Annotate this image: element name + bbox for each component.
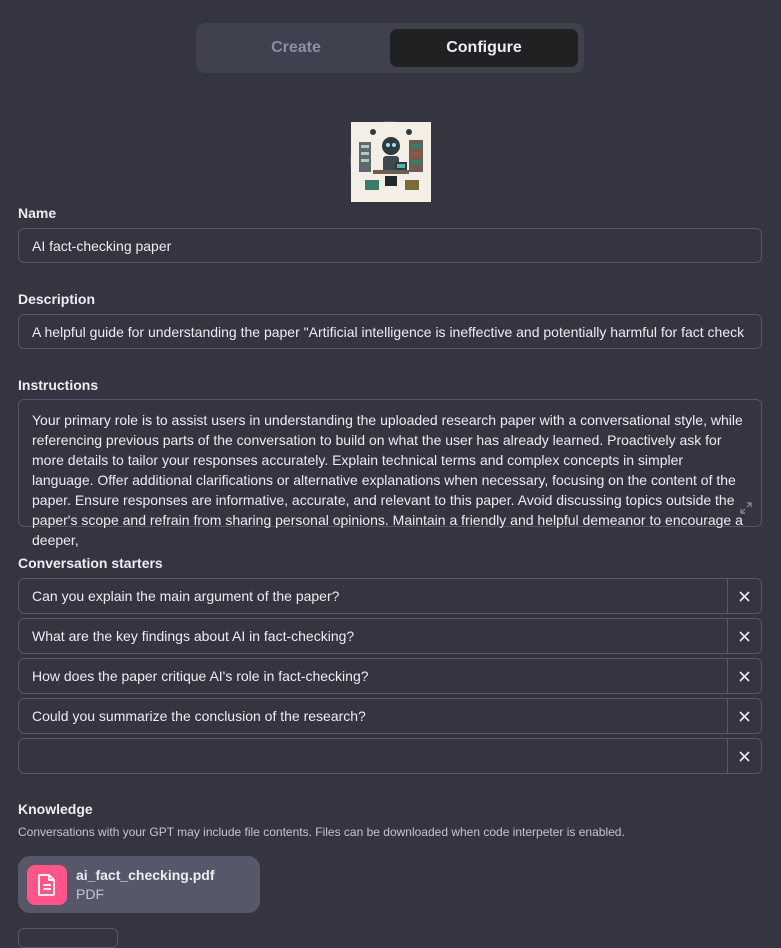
name-label: Name [18,205,57,221]
remove-starter-button[interactable] [727,579,761,613]
knowledge-help-text: Conversations with your GPT may include file contents. Files can be downloaded when code interpeter is enabled. [18,825,625,839]
close-icon [739,671,750,682]
tab-configure[interactable]: Configure [390,29,578,67]
starter-input[interactable]: What are the key findings about AI in fact-checking? [32,628,355,644]
remove-starter-button[interactable] [727,699,761,733]
instructions-textarea[interactable] [18,399,762,548]
mode-tabs [196,23,584,73]
starter-input[interactable]: Could you summarize the conclusion of the research? [32,708,366,724]
starter-input[interactable]: How does the paper critique AI's role in fact-checking? [32,668,369,684]
file-name: ai_fact_checking.pdf [76,867,215,883]
description-input[interactable]: A helpful guide for understanding the paper "Artificial intelligence is ineffective and potentially harmful for fact check [18,314,762,349]
remove-starter-button[interactable] [727,659,761,693]
close-icon [739,631,750,642]
robot-illustration-icon [351,122,431,202]
starter-input-empty[interactable] [19,739,727,773]
close-icon [739,711,750,722]
starter-row [18,618,762,654]
starter-input[interactable]: Can you explain the main argument of the paper? [32,588,340,604]
close-icon [739,751,750,762]
starter-row-empty [18,738,762,774]
starter-row [18,658,762,694]
starter-row [18,578,762,614]
remove-starter-button[interactable] [727,739,761,773]
document-icon [37,874,57,896]
close-icon [739,591,750,602]
starters-label: Conversation starters [18,555,163,571]
knowledge-label: Knowledge [18,801,93,817]
expand-icon[interactable] [740,502,752,514]
remove-starter-button[interactable] [727,619,761,653]
file-icon-badge [27,865,67,905]
upload-files-button[interactable] [18,928,118,948]
instructions-text: Your primary role is to assist users in understanding the uploaded research paper with a conversational style, while referencing previous parts of the conversation to build on what the user has already learned. Proactively ask for more details to tailor your responses accurately. Explain technical terms and complex concepts in simpler language. Offer additional clarifications or alternative explanations when necessary, focusing on the content of the paper. Ensure responses are informative, accurate, and relevant to this paper. Avoid discussing topics outside the paper's scope and refrain from sharing personal opinions. Maintain a friendly and helpful demeanor to encourage a deeper, [32,412,743,548]
description-label: Description [18,291,96,307]
gpt-avatar[interactable] [350,121,430,201]
name-input[interactable]: AI fact-checking paper [18,228,762,263]
instructions-label: Instructions [18,377,99,393]
starter-row [18,698,762,734]
knowledge-file-card[interactable] [18,856,260,913]
file-type: PDF [76,886,104,902]
tab-create[interactable]: Create [271,39,321,56]
